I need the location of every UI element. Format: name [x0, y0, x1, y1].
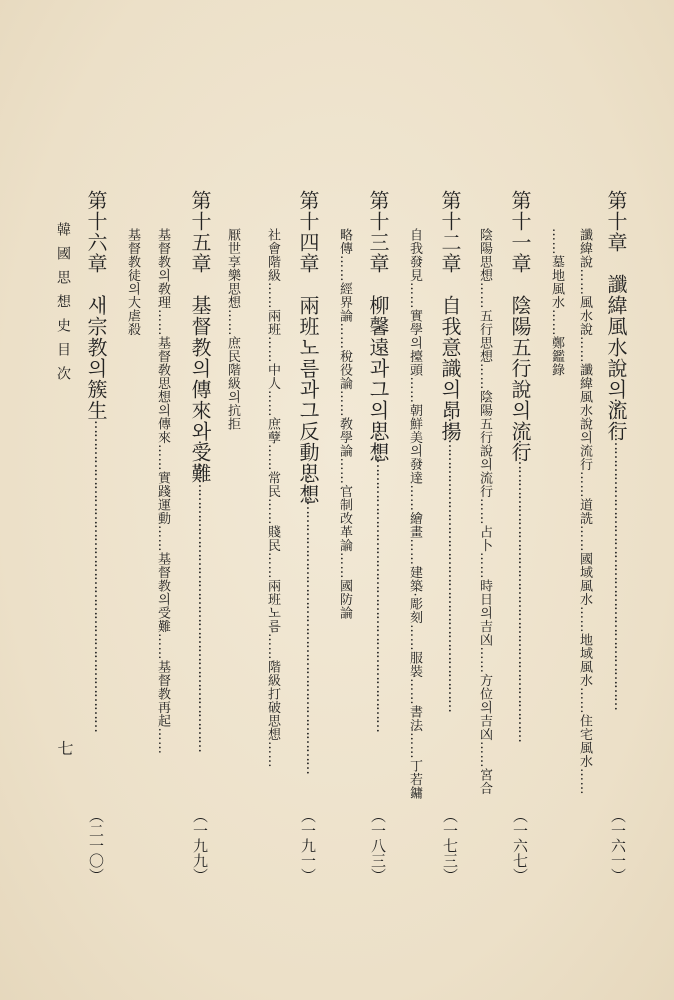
chapter-16-title: 第十六章 새宗教의簇生 [84, 190, 108, 421]
chapter-14-page: （一九一） [299, 808, 317, 883]
chapter-15-title: 第十五章 基督教의傳來와受難 [188, 190, 212, 484]
chapter-13-title: 第十三章 柳馨遠과그의思想 [366, 190, 390, 463]
chapter-15-subtopics-3: 基督教徒의大虐殺 [125, 228, 140, 336]
chapter-11-leader: ……………………………………………………………… [515, 430, 531, 742]
chapter-11-title: 第十一章 陰陽五行說의流行 [508, 190, 532, 463]
chapter-16-page: （二一〇） [87, 808, 105, 883]
chapter-15-leader: ……………………………………………………………… [195, 440, 211, 752]
chapter-15-page: （一九九） [191, 808, 209, 883]
chapter-13-leader: ……………………………………………………………… [373, 420, 389, 732]
chapter-12-leader: ……………………………………………………………… [445, 400, 461, 712]
chapter-14-subtopics: 社會階級……兩班……中人……庶孽……常民……賤民……兩班노름……階級打破思想…… [265, 228, 280, 768]
chapter-12-page: （一七三） [441, 808, 459, 883]
chapter-10-page: （一六一） [609, 808, 627, 883]
chapter-15-subtopics-1: 厭世享樂思想……庶民階級의抗拒 [225, 228, 240, 431]
chapter-11-page: （一六七） [511, 808, 529, 883]
chapter-10-leader: ……………………………………………………………… [611, 398, 627, 710]
chapter-11-subtopics: 陰陽思想……五行思想……陰陽五行說의流行……占卜……時日의吉凶……方位의吉凶……宮合 [477, 228, 492, 795]
chapter-10-subtopics-2: ……墓地風水……鄭鑑錄 [549, 228, 564, 377]
chapter-12-subtopics: 自我發見……實學의擡頭……朝鮮美의發達……繪畫……建築·彫刻……服裝……書法……丁若鏞 [407, 228, 422, 800]
chapter-12-title: 第十二章 自我意識의昂揚 [438, 190, 462, 442]
chapter-13-page: （一八三） [369, 808, 387, 883]
chapter-14-leader: ……………………………………………………………… [303, 462, 319, 774]
chapter-15-subtopics-2: 基督教의敎理……基督敎思想의傳來……實踐運動……基督教의受難……基督教再起…… [155, 228, 170, 755]
chapter-10-subtopics-1: 讖緯說……風水說……讖緯風水說의流行……道詵……國域風水……地域風水……住宅風水…… [577, 228, 592, 795]
chapter-13-subtopics: 略傳……經界論……稅役論……敎學論……官制改革論……國防論 [337, 228, 352, 620]
page-number: 七 [55, 740, 74, 756]
chapter-16-leader: ……………………………………………………………… [91, 420, 107, 732]
chapter-10-title: 第十章 讖緯風水說의流行 [604, 190, 628, 442]
running-head: 韓國思想史目次 [55, 222, 71, 390]
chapter-14-title: 第十四章 兩班노름과그反動思想 [296, 190, 320, 505]
